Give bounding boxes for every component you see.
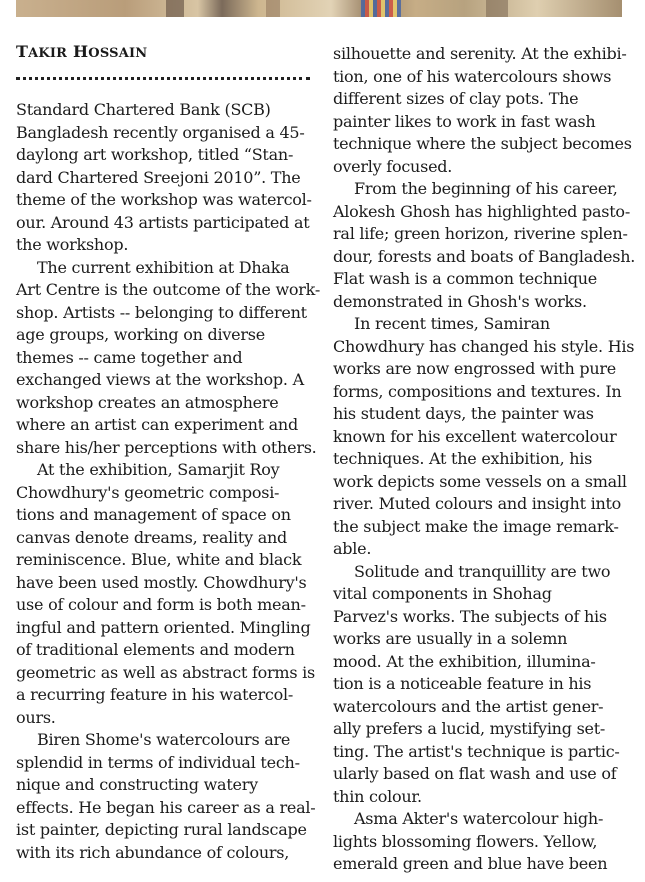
text-line: painter likes to work in fast wash (333, 111, 596, 131)
text-line: ingful and pattern oriented. Mingling (16, 617, 311, 637)
text-line: Flat wash is a common technique (333, 269, 597, 288)
text-line: Biren Shome's watercolours are (37, 730, 291, 749)
text-line: dard Chartered Sreejoni 2010”. The (16, 167, 301, 187)
text-line: Parvez's works. The subjects of his (333, 606, 607, 626)
text-line: able. (333, 539, 372, 558)
right-column-text (333, 43, 636, 876)
text-line: themes -- came together and (16, 347, 243, 367)
text-line: Bangladesh recently organised a 45- (16, 122, 305, 142)
text-line: daylong art workshop, titled “Stan- (16, 145, 294, 164)
text-line: share his/her perceptions with others. (16, 437, 317, 457)
text-line: works are now engrossed with pure (333, 359, 616, 378)
text-line: workshop creates an atmosphere (16, 392, 279, 412)
text-line: ral life; green horizon, riverine splen- (333, 224, 628, 243)
text-line: different sizes of clay pots. The (333, 89, 579, 108)
author-byline: TAKIR HOSSAIN (16, 42, 148, 61)
text-line: techniques. At the exhibition, his (333, 449, 593, 468)
text-line: work depicts some vessels on a small (333, 471, 627, 491)
text-line: Chowdhury's geometric composi- (16, 482, 280, 502)
text-line: emerald green and blue have been (333, 854, 608, 873)
text-line: lights blossoming flowers. Yellow, (333, 831, 598, 851)
text-line: the workshop. (16, 235, 129, 254)
text-line: In recent times, Samiran (354, 314, 550, 333)
text-line: ally prefers a lucid, mystifying set- (333, 719, 606, 738)
text-line: Alokesh Ghosh has highlighted pasto- (333, 201, 630, 221)
text-line: mood. At the exhibition, illumina- (333, 651, 596, 671)
text-line: have been used mostly. Chowdhury's (16, 572, 307, 592)
text-line: forms, compositions and textures. In (333, 381, 622, 401)
text-line: thin colour. (333, 786, 422, 806)
left-column-text (16, 99, 320, 864)
text-line: Chowdhury has changed his style. His (333, 336, 635, 356)
text-line: effects. He began his career as a real- (16, 797, 316, 817)
text-line: overly focused. (333, 156, 453, 176)
text-line: works are usually in a solemn (333, 629, 568, 648)
text-line: river. Muted colours and insight into (333, 494, 622, 513)
text-line: Asma Akter's watercolour high- (354, 809, 604, 828)
text-line: Art Centre is the outcome of the work- (16, 280, 320, 299)
text-line: theme of the workshop was watercol- (16, 190, 312, 209)
text-line: vital components in Shohag (333, 584, 552, 603)
text-line: dour, forests and boats of Bangladesh. (333, 246, 636, 266)
text-line: our. Around 43 artists participated at (16, 212, 310, 232)
text-line: of traditional elements and modern (16, 640, 295, 659)
text-line: demonstrated in Ghosh's works. (333, 291, 587, 311)
text-line: the subject make the image remark- (333, 516, 619, 536)
text-line: Solitude and tranquillity are two (354, 561, 611, 581)
text-line: splendid in terms of individual tech- (16, 752, 300, 772)
text-line: nique and constructing watery (16, 775, 258, 794)
text-line: tion, one of his watercolours shows (333, 66, 612, 86)
text-line: The current exhibition at Dhaka (37, 257, 290, 277)
text-line: ularly based on flat wash and use of (333, 764, 617, 783)
text-line: shop. Artists -- belonging to different (16, 302, 307, 322)
text-line: where an artist can experiment and (16, 415, 298, 434)
text-line: tions and management of space on (16, 505, 291, 524)
text-line: with its rich abundance of colours, (16, 842, 290, 862)
text-line: ours. (16, 707, 56, 727)
text-line: reminiscence. Blue, white and black (16, 550, 302, 569)
text-line: known for his excellent watercolour (333, 426, 617, 446)
text-line: technique where the subject becomes (333, 134, 632, 153)
text-line: use of colour and form is both mean- (16, 595, 306, 614)
text-line: age groups, working on diverse (16, 325, 265, 344)
text-line: his student days, the painter was (333, 404, 594, 423)
text-line: Standard Chartered Bank (SCB) (16, 100, 271, 119)
byline-divider (16, 77, 310, 80)
text-line: exchanged views at the workshop. A (16, 370, 304, 389)
text-line: tion is a noticeable feature in his (333, 674, 592, 693)
text-line: geometric as well as abstract forms is (16, 662, 315, 682)
text-line: From the beginning of his career, (354, 179, 618, 198)
text-line: a recurring feature in his watercol- (16, 685, 294, 704)
text-line: silhouette and serenity. At the exhibi- (333, 44, 627, 63)
header-photo (16, 0, 622, 17)
text-line: canvas denote dreams, reality and (16, 527, 288, 547)
text-line: ting. The artist's technique is partic- (333, 741, 620, 761)
text-line: ist painter, depicting rural landscape (16, 820, 307, 839)
text-line: watercolours and the artist gener- (333, 696, 604, 716)
text-line: At the exhibition, Samarjit Roy (37, 460, 280, 479)
